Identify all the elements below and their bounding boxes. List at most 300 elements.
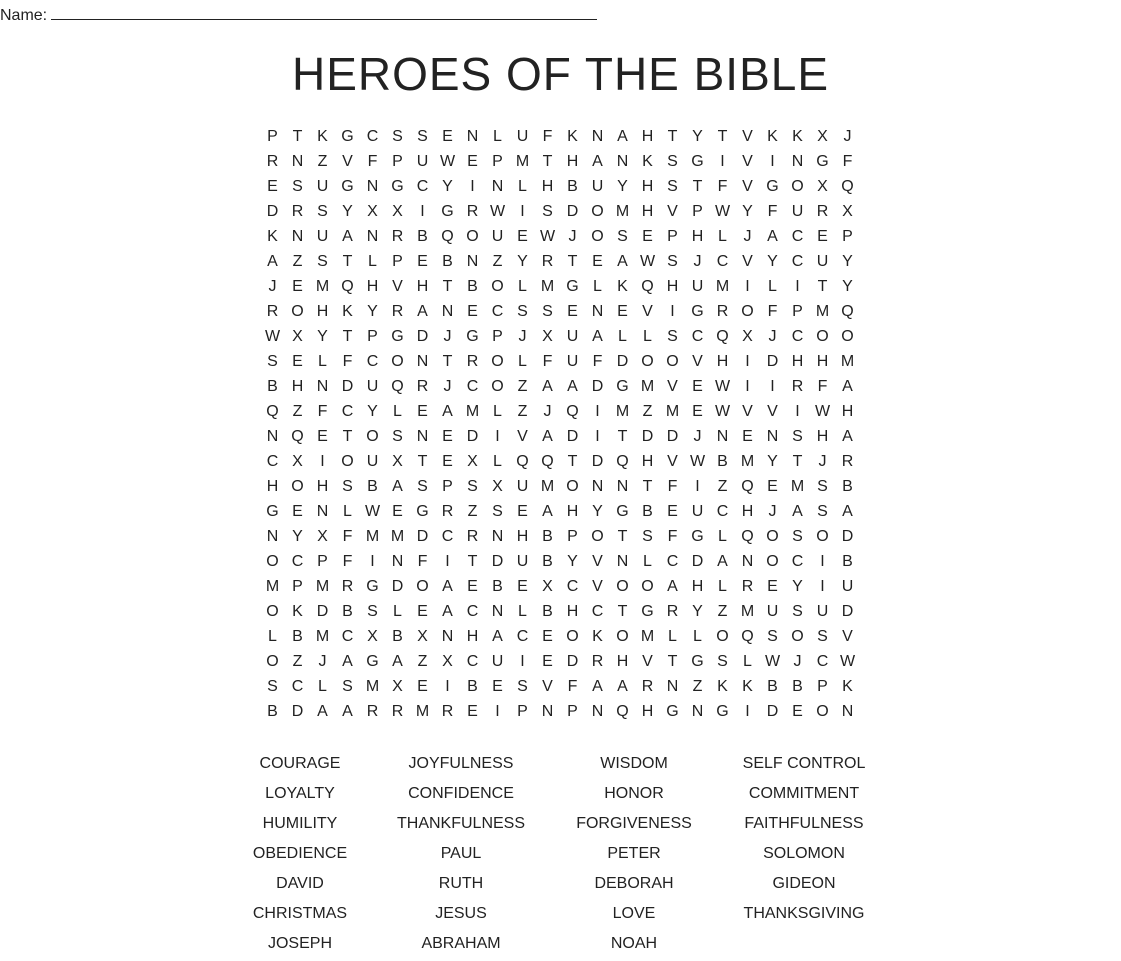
grid-letter: H: [691, 228, 704, 245]
grid-letter: R: [791, 378, 804, 395]
grid-letter: L: [668, 628, 677, 645]
grid-letter: N: [391, 553, 404, 570]
grid-letter: B: [467, 278, 478, 295]
grid-letter: Q: [441, 228, 454, 245]
grid-letter: F: [842, 153, 853, 170]
grid-letter: Z: [717, 478, 728, 495]
grid-letter: C: [466, 653, 479, 670]
grid-letter: I: [745, 703, 750, 720]
word-list-item: COURAGE: [259, 755, 341, 772]
grid-letter: D: [566, 653, 579, 670]
grid-letter: F: [767, 203, 778, 220]
grid-letter: E: [392, 503, 403, 520]
grid-letter: T: [667, 128, 678, 145]
grid-letter: S: [792, 428, 803, 445]
grid-letter: O: [766, 553, 779, 570]
grid-letter: S: [267, 678, 278, 695]
grid-letter: N: [441, 628, 454, 645]
grid-letter: T: [542, 153, 553, 170]
grid-letter: H: [316, 478, 329, 495]
grid-letter: E: [542, 628, 553, 645]
grid-letter: U: [516, 553, 529, 570]
grid-row: [260, 174, 860, 199]
word-list-item: DAVID: [276, 875, 324, 892]
grid-letter: S: [417, 478, 428, 495]
grid-letter: T: [292, 128, 303, 145]
grid-letter: S: [817, 503, 828, 520]
grid-letter: O: [266, 553, 279, 570]
grid-letter: H: [616, 653, 629, 670]
grid-letter: P: [292, 578, 303, 595]
grid-letter: E: [467, 153, 478, 170]
grid-letter: Q: [516, 453, 529, 470]
grid-letter: E: [567, 303, 578, 320]
grid-letter: G: [416, 503, 429, 520]
grid-letter: F: [717, 178, 728, 195]
grid-letter: E: [692, 378, 703, 395]
grid-letter: J: [743, 228, 752, 245]
grid-letter: E: [492, 678, 503, 695]
grid-letter: I: [745, 353, 750, 370]
grid-letter: H: [641, 703, 654, 720]
grid-letter: J: [843, 128, 852, 145]
grid-letter: N: [616, 553, 629, 570]
grid-letter: W: [714, 203, 731, 220]
grid-letter: R: [716, 303, 729, 320]
word-list-item: THANKSGIVING: [743, 905, 865, 922]
grid-letter: M: [815, 303, 830, 320]
grid-letter: A: [342, 228, 353, 245]
grid-letter: J: [318, 653, 327, 670]
grid-letter: C: [291, 553, 304, 570]
grid-letter: P: [442, 478, 453, 495]
grid-letter: X: [492, 478, 503, 495]
grid-letter: Q: [541, 453, 554, 470]
grid-letter: H: [641, 178, 654, 195]
grid-letter: V: [667, 453, 678, 470]
grid-letter: V: [742, 153, 753, 170]
word-list-item: SOLOMON: [763, 845, 845, 862]
grid-letter: S: [642, 528, 653, 545]
grid-letter: X: [367, 203, 378, 220]
grid-letter: R: [441, 703, 454, 720]
grid-letter: A: [617, 253, 628, 270]
grid-letter: V: [742, 178, 753, 195]
grid-letter: E: [617, 303, 628, 320]
grid-letter: J: [693, 253, 702, 270]
grid-letter: M: [390, 528, 405, 545]
grid-row: [260, 549, 860, 574]
grid-letter: E: [817, 228, 828, 245]
grid-letter: X: [392, 203, 403, 220]
grid-letter: O: [616, 628, 629, 645]
grid-letter: H: [716, 353, 729, 370]
grid-letter: N: [266, 528, 279, 545]
grid-letter: Y: [842, 278, 853, 295]
grid-letter: S: [667, 328, 678, 345]
grid-letter: R: [466, 528, 479, 545]
grid-letter: O: [391, 353, 404, 370]
grid-letter: H: [816, 353, 829, 370]
grid-letter: L: [593, 278, 602, 295]
grid-letter: C: [291, 678, 304, 695]
grid-letter: B: [792, 678, 803, 695]
grid-letter: Q: [616, 703, 629, 720]
grid-letter: P: [567, 703, 578, 720]
grid-letter: S: [417, 128, 428, 145]
grid-letter: O: [291, 303, 304, 320]
grid-letter: B: [442, 253, 453, 270]
grid-letter: G: [391, 328, 404, 345]
grid-letter: H: [316, 303, 329, 320]
grid-letter: S: [492, 503, 503, 520]
grid-letter: I: [370, 553, 375, 570]
grid-letter: V: [767, 403, 778, 420]
grid-letter: T: [817, 278, 828, 295]
grid-row: [260, 449, 860, 474]
grid-letter: C: [691, 328, 704, 345]
grid-letter: Z: [317, 153, 328, 170]
grid-letter: R: [341, 578, 354, 595]
grid-letter: F: [817, 378, 828, 395]
grid-letter: W: [264, 328, 281, 345]
grid-letter: D: [666, 428, 679, 445]
grid-letter: D: [766, 353, 779, 370]
grid-letter: S: [392, 428, 403, 445]
grid-letter: H: [541, 178, 554, 195]
grid-letter: N: [366, 228, 379, 245]
grid-letter: I: [795, 278, 800, 295]
grid-letter: R: [466, 203, 479, 220]
page-title: HEROES OF THE BIBLE: [291, 48, 830, 100]
grid-letter: Q: [841, 178, 854, 195]
grid-letter: L: [493, 403, 502, 420]
grid-letter: D: [416, 328, 429, 345]
grid-letter: I: [445, 678, 450, 695]
grid-letter: N: [766, 428, 779, 445]
word-list-item: LOVE: [612, 905, 656, 922]
grid-letter: M: [515, 153, 530, 170]
grid-letter: L: [268, 628, 277, 645]
grid-letter: A: [392, 478, 403, 495]
grid-letter: L: [718, 228, 727, 245]
word-list-item: PETER: [607, 845, 661, 862]
grid-letter: U: [491, 228, 504, 245]
grid-letter: C: [491, 303, 504, 320]
name-label: Name:: [0, 7, 48, 24]
grid-letter: O: [591, 203, 604, 220]
grid-letter: B: [542, 553, 553, 570]
grid-letter: X: [467, 453, 478, 470]
grid-letter: R: [741, 578, 754, 595]
grid-letter: N: [666, 678, 679, 695]
grid-letter: N: [266, 428, 279, 445]
grid-letter: N: [291, 228, 304, 245]
grid-letter: Q: [741, 478, 754, 495]
grid-letter: A: [267, 253, 278, 270]
grid-letter: E: [417, 678, 428, 695]
grid-letter: D: [466, 428, 479, 445]
grid-letter: L: [393, 403, 402, 420]
grid-letter: D: [341, 378, 354, 395]
grid-letter: K: [792, 128, 803, 145]
grid-letter: L: [493, 128, 502, 145]
grid-row: [260, 399, 860, 424]
grid-letter: J: [768, 328, 777, 345]
grid-letter: W: [714, 403, 731, 420]
grid-letter: S: [517, 678, 528, 695]
grid-letter: D: [491, 553, 504, 570]
grid-letter: O: [616, 578, 629, 595]
grid-row: [260, 474, 860, 499]
grid-letter: K: [592, 628, 603, 645]
grid-letter: L: [343, 503, 352, 520]
grid-letter: Q: [566, 403, 579, 420]
grid-letter: H: [666, 278, 679, 295]
word-list-item: OBEDIENCE: [252, 845, 348, 862]
grid-letter: G: [641, 603, 654, 620]
grid-letter: F: [667, 528, 678, 545]
grid-letter: F: [542, 353, 553, 370]
grid-letter: I: [520, 653, 525, 670]
grid-row: [260, 199, 860, 224]
grid-letter: U: [366, 378, 379, 395]
grid-letter: O: [816, 328, 829, 345]
grid-letter: D: [566, 428, 579, 445]
grid-letter: V: [542, 678, 553, 695]
grid-letter: D: [266, 203, 279, 220]
grid-letter: Q: [741, 528, 754, 545]
grid-letter: E: [467, 578, 478, 595]
grid-letter: R: [466, 353, 479, 370]
grid-letter: H: [516, 528, 529, 545]
word-list-item: THANKFULNESS: [396, 815, 526, 832]
grid-letter: D: [391, 578, 404, 595]
grid-letter: Q: [391, 378, 404, 395]
grid-letter: Y: [767, 253, 778, 270]
grid-letter: R: [391, 703, 404, 720]
grid-letter: S: [667, 253, 678, 270]
grid-letter: Q: [616, 453, 629, 470]
grid-letter: M: [315, 278, 330, 295]
grid-letter: R: [391, 228, 404, 245]
grid-letter: W: [364, 503, 381, 520]
grid-letter: S: [292, 178, 303, 195]
grid-letter: L: [643, 553, 652, 570]
grid-letter: G: [441, 203, 454, 220]
grid-letter: E: [767, 478, 778, 495]
grid-letter: Z: [292, 653, 303, 670]
grid-letter: A: [317, 703, 328, 720]
grid-letter: J: [768, 503, 777, 520]
grid-letter: G: [391, 178, 404, 195]
grid-letter: N: [316, 503, 329, 520]
grid-letter: N: [366, 178, 379, 195]
grid-letter: X: [292, 328, 303, 345]
grid-letter: S: [817, 628, 828, 645]
grid-letter: A: [567, 378, 578, 395]
grid-letter: K: [342, 303, 353, 320]
grid-letter: F: [767, 303, 778, 320]
grid-letter: X: [442, 653, 453, 670]
grid-letter: B: [542, 603, 553, 620]
grid-letter: P: [492, 153, 503, 170]
word-list: [220, 751, 900, 961]
grid-letter: O: [791, 628, 804, 645]
grid-letter: N: [616, 153, 629, 170]
grid-letter: Y: [767, 453, 778, 470]
grid-letter: A: [542, 503, 553, 520]
grid-letter: M: [315, 628, 330, 645]
grid-letter: D: [591, 378, 604, 395]
grid-letter: G: [366, 578, 379, 595]
grid-letter: S: [667, 153, 678, 170]
grid-letter: U: [316, 178, 329, 195]
grid-letter: H: [466, 628, 479, 645]
grid-letter: G: [716, 703, 729, 720]
grid-letter: G: [366, 653, 379, 670]
grid-letter: C: [366, 128, 379, 145]
grid-letter: E: [417, 403, 428, 420]
grid-row: [260, 324, 860, 349]
grid-letter: T: [567, 453, 578, 470]
grid-letter: B: [267, 703, 278, 720]
grid-letter: E: [642, 228, 653, 245]
grid-letter: N: [491, 528, 504, 545]
grid-letter: N: [591, 128, 604, 145]
word-list-item: JESUS: [435, 905, 487, 922]
grid-letter: B: [842, 478, 853, 495]
grid-letter: U: [491, 653, 504, 670]
grid-letter: X: [842, 203, 853, 220]
grid-letter: G: [466, 328, 479, 345]
grid-letter: S: [767, 628, 778, 645]
grid-letter: N: [591, 703, 604, 720]
grid-letter: V: [667, 378, 678, 395]
grid-letter: Q: [291, 428, 304, 445]
grid-letter: I: [520, 203, 525, 220]
grid-letter: M: [840, 353, 855, 370]
grid-letter: C: [791, 228, 804, 245]
grid-letter: O: [591, 228, 604, 245]
grid-letter: G: [816, 153, 829, 170]
grid-letter: Z: [292, 403, 303, 420]
grid-letter: V: [742, 128, 753, 145]
grid-letter: N: [291, 153, 304, 170]
grid-letter: C: [416, 178, 429, 195]
grid-letter: A: [667, 578, 678, 595]
grid-letter: G: [691, 153, 704, 170]
grid-letter: A: [442, 578, 453, 595]
grid-letter: O: [366, 428, 379, 445]
grid-letter: K: [267, 228, 278, 245]
grid-letter: Z: [467, 503, 478, 520]
grid-letter: C: [716, 253, 729, 270]
grid-letter: F: [542, 128, 553, 145]
grid-letter: G: [691, 653, 704, 670]
grid-letter: E: [517, 503, 528, 520]
grid-letter: H: [566, 503, 579, 520]
grid-letter: A: [442, 403, 453, 420]
grid-letter: S: [792, 528, 803, 545]
grid-letter: J: [818, 453, 827, 470]
grid-letter: I: [720, 153, 725, 170]
grid-letter: P: [317, 553, 328, 570]
grid-letter: O: [791, 178, 804, 195]
grid-letter: Y: [792, 578, 803, 595]
grid-letter: L: [518, 353, 527, 370]
grid-letter: T: [442, 278, 453, 295]
grid-letter: S: [342, 478, 353, 495]
grid-letter: C: [791, 253, 804, 270]
grid-letter: O: [266, 603, 279, 620]
grid-letter: M: [790, 478, 805, 495]
grid-letter: F: [367, 153, 378, 170]
grid-letter: X: [317, 528, 328, 545]
grid-letter: P: [492, 328, 503, 345]
grid-letter: W: [764, 653, 781, 670]
grid-letter: H: [266, 478, 279, 495]
grid-letter: G: [616, 378, 629, 395]
grid-letter: E: [292, 503, 303, 520]
grid-letter: I: [795, 403, 800, 420]
grid-row: [260, 699, 860, 724]
grid-letter: Q: [341, 278, 354, 295]
grid-letter: C: [341, 628, 354, 645]
grid-letter: X: [817, 178, 828, 195]
word-list-item: CONFIDENCE: [408, 785, 514, 802]
grid-letter: B: [367, 478, 378, 495]
grid-letter: G: [341, 128, 354, 145]
grid-letter: R: [416, 378, 429, 395]
grid-letter: I: [595, 428, 600, 445]
word-list-item: HONOR: [604, 785, 664, 802]
grid-letter: B: [842, 553, 853, 570]
grid-letter: A: [767, 228, 778, 245]
grid-letter: U: [516, 128, 529, 145]
grid-letter: P: [392, 253, 403, 270]
grid-letter: N: [541, 703, 554, 720]
grid-letter: M: [615, 403, 630, 420]
grid-letter: W: [814, 403, 831, 420]
grid-letter: C: [366, 353, 379, 370]
grid-row: [260, 349, 860, 374]
grid-letter: U: [366, 453, 379, 470]
grid-letter: A: [342, 653, 353, 670]
grid-letter: P: [692, 203, 703, 220]
grid-letter: A: [542, 378, 553, 395]
grid-letter: M: [715, 278, 730, 295]
grid-letter: W: [639, 253, 656, 270]
grid-letter: U: [566, 328, 579, 345]
grid-letter: H: [791, 353, 804, 370]
grid-letter: H: [366, 278, 379, 295]
grid-letter: M: [540, 478, 555, 495]
grid-letter: V: [342, 153, 353, 170]
grid-row: [260, 124, 860, 149]
grid-letter: K: [767, 128, 778, 145]
grid-letter: S: [817, 478, 828, 495]
grid-letter: V: [592, 553, 603, 570]
grid-letter: M: [665, 403, 680, 420]
grid-letter: F: [317, 403, 328, 420]
grid-letter: J: [568, 228, 577, 245]
grid-letter: U: [816, 253, 829, 270]
grid-letter: O: [591, 528, 604, 545]
grid-letter: B: [567, 178, 578, 195]
grid-row: [260, 274, 860, 299]
grid-letter: D: [566, 203, 579, 220]
